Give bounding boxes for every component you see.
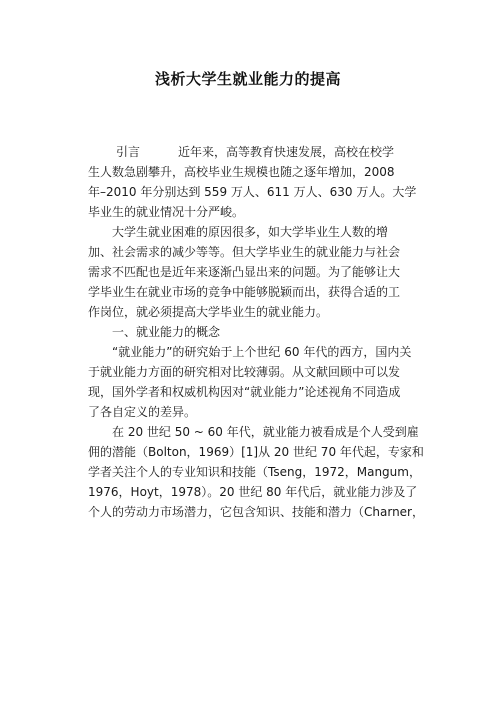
paragraph-line: 个人的劳动力市场潜力，它包含知识、技能和潜力（Charner， xyxy=(88,505,424,519)
paragraph-line: 大学生就业困难的原因很多，如大学毕业生人数的增 xyxy=(112,225,389,239)
paragraph-line xyxy=(88,142,424,162)
section-heading-text: 一、就业能力的概念 xyxy=(112,325,221,339)
paragraph-line: 生人数急剧攀升，高校毕业生规模也随之逐年增加，2008 xyxy=(88,165,395,179)
intro-label: 引言 xyxy=(116,145,141,159)
paragraph-4 xyxy=(88,422,424,522)
paragraph-line: 了各自定义的差异。 xyxy=(88,405,197,419)
document-title: 浅析大学生就业能力的提高 xyxy=(154,70,341,88)
paragraph-line: 学者关注个人的专业知识和技能（Tseng，1972，Mangum， xyxy=(88,465,421,479)
paragraph-line: 加、社会需求的减少等等。但大学毕业生的就业能力与社会 xyxy=(88,245,401,259)
paragraph-2 xyxy=(88,222,424,322)
paragraph-line: 1976，Hoyt，1978）。20 世纪 80 年代后，就业能力涉及了 xyxy=(88,485,418,499)
paragraph-line: “就业能力”的研究始于上个世纪 60 年代的西方，国内关 xyxy=(112,345,412,359)
paragraph-line: 现，国外学者和权威机构因对“就业能力”论述视角不同造成 xyxy=(88,385,401,399)
document-body xyxy=(88,142,424,522)
paragraph-line: 年–2010 年分别达到 559 万人、611 万人、630 万人。大学 xyxy=(88,185,417,199)
paragraph-3 xyxy=(88,342,424,422)
paragraph-line: 作岗位，就必须提高大学毕业生的就业能力。 xyxy=(88,305,329,319)
paragraph-line: 学毕业生在就业市场的竞争中能够脱颖而出，获得合适的工 xyxy=(88,285,401,299)
intro-line-1: 近年来，高等教育快速发展，高校在校学 xyxy=(178,145,395,159)
paragraph-intro xyxy=(88,142,424,222)
paragraph-line: 需求不匹配也是近年来逐渐凸显出来的问题。为了能够让大 xyxy=(88,265,401,279)
paragraph-line: 于就业能力方面的研究相对比较薄弱。从文献回顾中可以发 xyxy=(88,365,401,379)
section-heading xyxy=(88,322,424,342)
paragraph-line: 在 20 世纪 50 ~ 60 年代，就业能力被看成是个人受到雇 xyxy=(112,425,419,439)
paragraph-line: 毕业生的就业情况十分严峻。 xyxy=(88,205,245,219)
paragraph-line: 佣的潜能（Bolton，1969）[1]从 20 世纪 70 年代起，专家和 xyxy=(88,445,424,459)
